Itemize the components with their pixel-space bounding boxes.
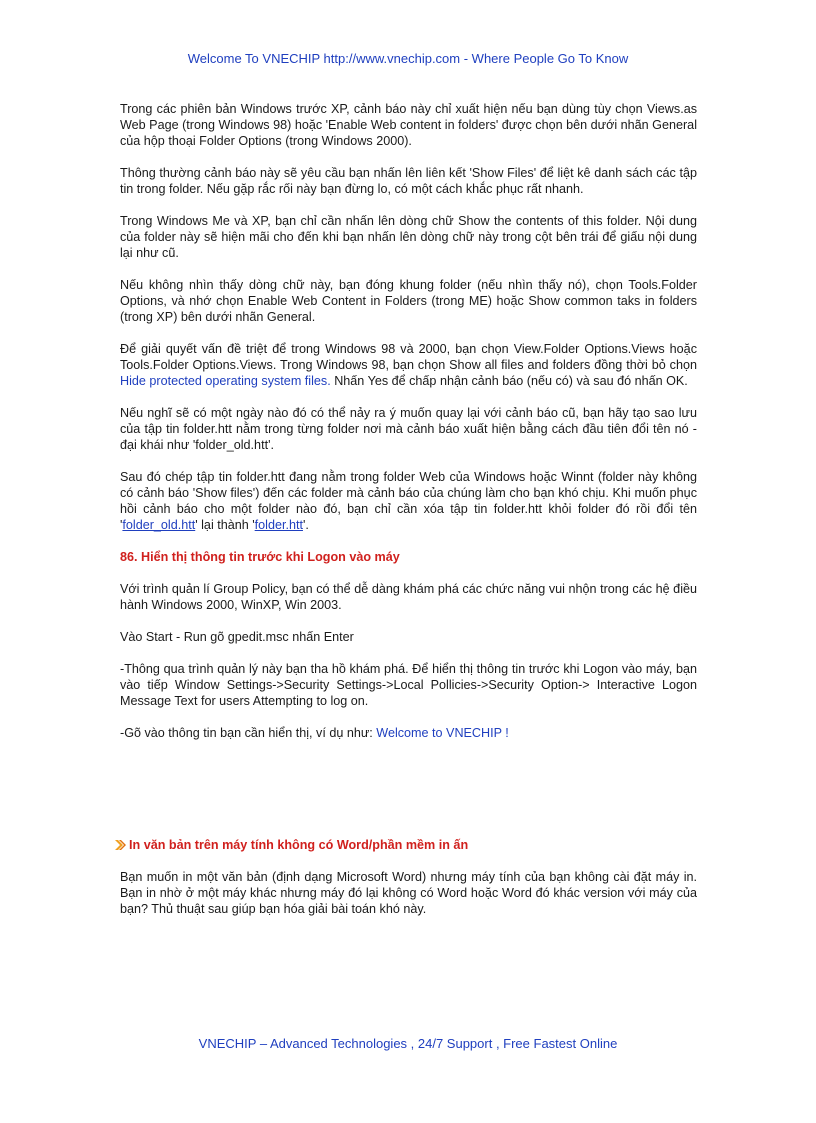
paragraph-3: Trong Windows Me và XP, bạn chỉ cần nhấn lên dòng chữ Show the contents of this folder. Nội dung của folder này sẽ hiện mãi cho đến khi bạn nhấn lên dòng chữ này trong cột bên trái để giấu nội dung lại như cũ. — [120, 214, 697, 260]
folder-old-htt-link[interactable]: folder_old.htt — [122, 518, 196, 532]
section-heading-print — [114, 837, 697, 853]
section-heading-86: 86. Hiển thị thông tin trước khi Logon vào máy — [120, 550, 400, 564]
paragraph-1: Trong các phiên bản Windows trước XP, cảnh báo này chỉ xuất hiện nếu bạn dùng tùy chọn Views.as Web Page (trong Windows 98) hoặc 'Enable Web content in folders' được chọn bên dưới nhãn General của hộp thoại Folder Options (trong Windows 2000). — [120, 102, 697, 148]
paragraph-8: Với trình quản lí Group Policy, bạn có thể dễ dàng khám phá các chức năng vui nhộn trong các hệ điều hành Windows 2000, WinXP, Win 2003. — [120, 582, 697, 612]
folder-htt-link[interactable]: folder.htt — [254, 518, 303, 532]
spacer — [120, 757, 697, 837]
paragraph-11-text: -Gõ vào thông tin bạn cần hiển thị, ví dụ như: — [120, 726, 377, 740]
section-heading-print-text: In văn bản trên máy tính không có Word/phần mềm in ấn — [129, 838, 469, 852]
paragraph-5-text-a: Để giải quyết vấn đề triệt để trong Windows 98 và 2000, bạn chọn View.Folder Options.Views hoặc Tools.Folder Options.Views. Trong Windows 98, bạn chọn Show all files and folders đồng thời bỏ chọn — [120, 342, 697, 372]
page-footer: VNECHIP – Advanced Technologies , 24/7 Support , Free Fastest Online — [198, 1036, 618, 1051]
hide-protected-files-link[interactable]: Hide protected operating system files. — [120, 374, 331, 388]
welcome-example-text: Welcome to VNECHIP ! — [376, 726, 509, 740]
paragraph-7-text-a: Sau đó chép tập tin folder.htt đang nằm trong folder Web của Windows hoặc Winnt (folder này không có cảnh báo 'Show files') đến các folder mà cảnh báo của chúng làm cho bạn khó chịu. Khi muốn phục hồi cảnh báo cho một folder nào đó, bạn chỉ cần xóa tập tin folder.htt khỏi folder đó rồi đổi tên ' — [120, 470, 697, 532]
paragraph-4: Nếu không nhìn thấy dòng chữ này, bạn đóng khung folder (nếu nhìn thấy nó), chọn Tools.Folder Options, và nhớ chọn Enable Web Content in Folders (trong ME) hoặc Show common taks in folders (trong XP) bên dưới nhãn General. — [120, 278, 697, 324]
paragraph-5-text-b: Nhấn Yes để chấp nhận cảnh báo (nếu có) và sau đó nhấn OK. — [330, 374, 688, 388]
arrow-bullet-icon — [114, 839, 126, 851]
paragraph-2: Thông thường cảnh báo này sẽ yêu cầu bạn nhấn lên liên kết 'Show Files' để liệt kê danh sách các tập tin trong folder. Nếu gặp rắc rối này bạn đừng lo, có một cách khắc phục rất nhanh. — [120, 166, 697, 196]
paragraph-6: Nếu nghĩ sẽ có một ngày nào đó có thể nảy ra ý muốn quay lại với cảnh báo cũ, bạn hãy tạo sao lưu của tập tin folder.htt nằm trong từng folder nơi mà cảnh báo xuất hiện bằng cách đầu tiên đổi tên nó - đại khái như 'folder_old.htt'. — [120, 406, 697, 452]
paragraph-12: Bạn muốn in một văn bản (định dạng Microsoft Word) nhưng máy tính của bạn không cài đặt máy in. Bạn in nhờ ở một máy khác nhưng máy đó lại không có Word hoặc Word đó khác version với máy của bạn? Thủ thuật sau giúp bạn hóa giải bài toán khó này. — [120, 870, 697, 916]
page-header: Welcome To VNECHIP http://www.vnechip.com - Where People Go To Know — [187, 51, 629, 66]
paragraph-9: Vào Start - Run gõ gpedit.msc nhấn Enter — [120, 630, 354, 644]
paragraph-5 — [120, 341, 697, 389]
paragraph-7-text-b: ' lại thành ' — [195, 518, 255, 532]
paragraph-7-text-c: '. — [302, 518, 309, 532]
paragraph-7 — [120, 469, 697, 533]
document-body — [120, 101, 697, 933]
paragraph-10: -Thông qua trình quản lý này bạn tha hồ khám phá. Để hiển thị thông tin trước khi Logon vào máy, bạn vào tiếp Window Settings->Security Settings->Local Pollicies->Security Option-> Interactive Logon Message Text for users Attempting to log on. — [120, 662, 697, 708]
paragraph-11 — [120, 725, 697, 741]
